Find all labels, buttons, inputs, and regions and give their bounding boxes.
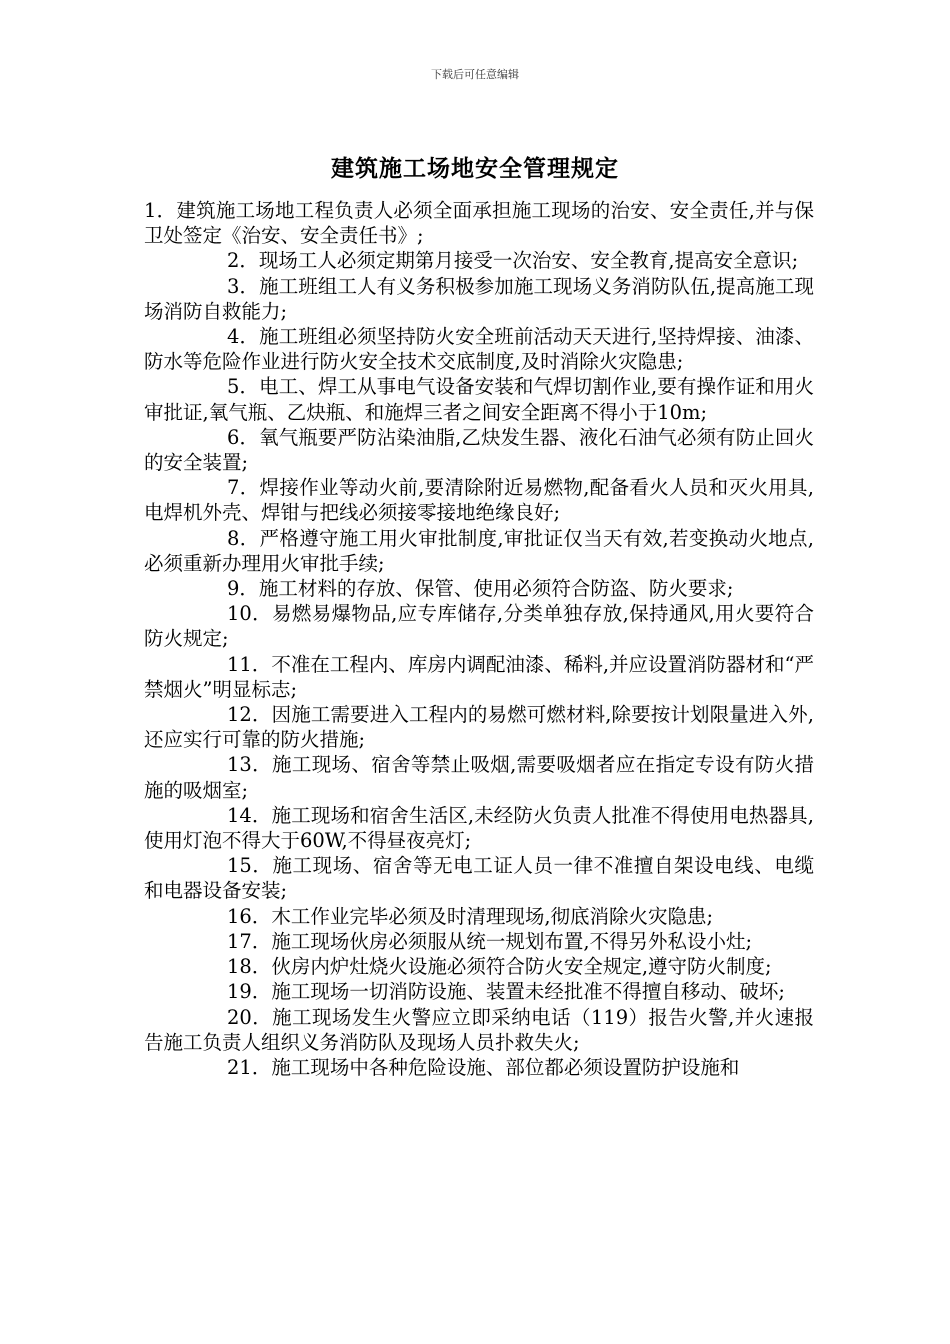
clause-6: 6．氧气瓶要严防沾染油脂,乙炔发生器、液化石油气必须有防止回火的安全装置; [144, 425, 814, 475]
header-note: 下载后可任意编辑 [431, 68, 519, 81]
clause-17: 17．施工现场伙房必须服从统一规划布置,不得另外私设小灶; [227, 929, 753, 953]
clause-12: 12．因施工需要进入工程内的易燃可燃材料,除要按计划限量进入外,还应实行可靠的防火措施; [144, 703, 814, 752]
clause-13: 13．施工现场、宿舍等禁止吸烟,需要吸烟者应在指定专设有防火措施的吸烟室; [144, 753, 814, 802]
clause-8: 8．严格遵守施工用火审批制度,审批证仅当天有效,若变换动火地点,必须重新办理用火审批手续; [144, 526, 814, 575]
clause-11: 11．不准在工程内、库房内调配油漆、稀料,并应设置消防器材和“严禁烟火”明显标志; [144, 652, 814, 701]
clause-7: 7．焊接作业等动火前,要清除附近易燃物,配备看火人员和灭火用具,电焊机外壳、焊钳与把线必须接零接地绝缘良好; [144, 476, 814, 525]
clause-2: 2．现场工人必须定期第月接受一次治安、安全教育,提高安全意识; [227, 249, 799, 273]
clause-19: 19．施工现场一切消防设施、装置未经批准不得擅自移动、破坏; [227, 980, 785, 1004]
document-body [144, 198, 814, 1080]
clause-15: 15．施工现场、宿舍等无电工证人员一律不准擅自架设电线、电缆和电器设备安装; [144, 854, 814, 903]
clause-14: 14．施工现场和宿舍生活区,未经防火负责人批准不得使用电热器具,使用灯泡不得大于60W,不得昼夜亮灯; [144, 803, 814, 853]
clause-21: 21．施工现场中各种危险设施、部位都必须设置防护设施和 [227, 1055, 740, 1079]
clause-1: 1．建筑施工场地工程负责人必须全面承担施工现场的治安、安全责任,并与保卫处签定《治安、安全责任书》; [144, 199, 814, 248]
clause-10: 10．易燃易爆物品,应专库储存,分类单独存放,保持通风,用火要符合防火规定; [144, 602, 814, 651]
clause-18: 18．伙房内炉灶烧火设施必须符合防火安全规定,遵守防火制度; [227, 955, 772, 979]
clause-9: 9．施工材料的存放、保管、使用必须符合防盗、防火要求; [227, 577, 734, 601]
document-title: 建筑施工场地安全管理规定 [331, 156, 619, 182]
clause-20: 20．施工现场发生火警应立即采纳电话（119）报告火警,并火速报告施工负责人组织义务消防队及现场人员扑救失火; [144, 1005, 814, 1054]
clause-4: 4．施工班组必须坚持防火安全班前活动天天进行,坚持焊接、油漆、防水等危险作业进行防火安全技术交底制度,及时消除火灾隐患; [144, 325, 814, 374]
clause-16: 16．木工作业完毕必须及时清理现场,彻底消除火灾隐患; [227, 904, 714, 928]
clause-5: 5．电工、焊工从事电气设备安装和气焊切割作业,要有操作证和用火审批证,氧气瓶、乙炔瓶、和施焊三者之间安全距离不得小于10m; [144, 375, 814, 424]
clause-3: 3．施工班组工人有义务积极参加施工现场义务消防队伍,提高施工现场消防自救能力; [144, 274, 814, 323]
